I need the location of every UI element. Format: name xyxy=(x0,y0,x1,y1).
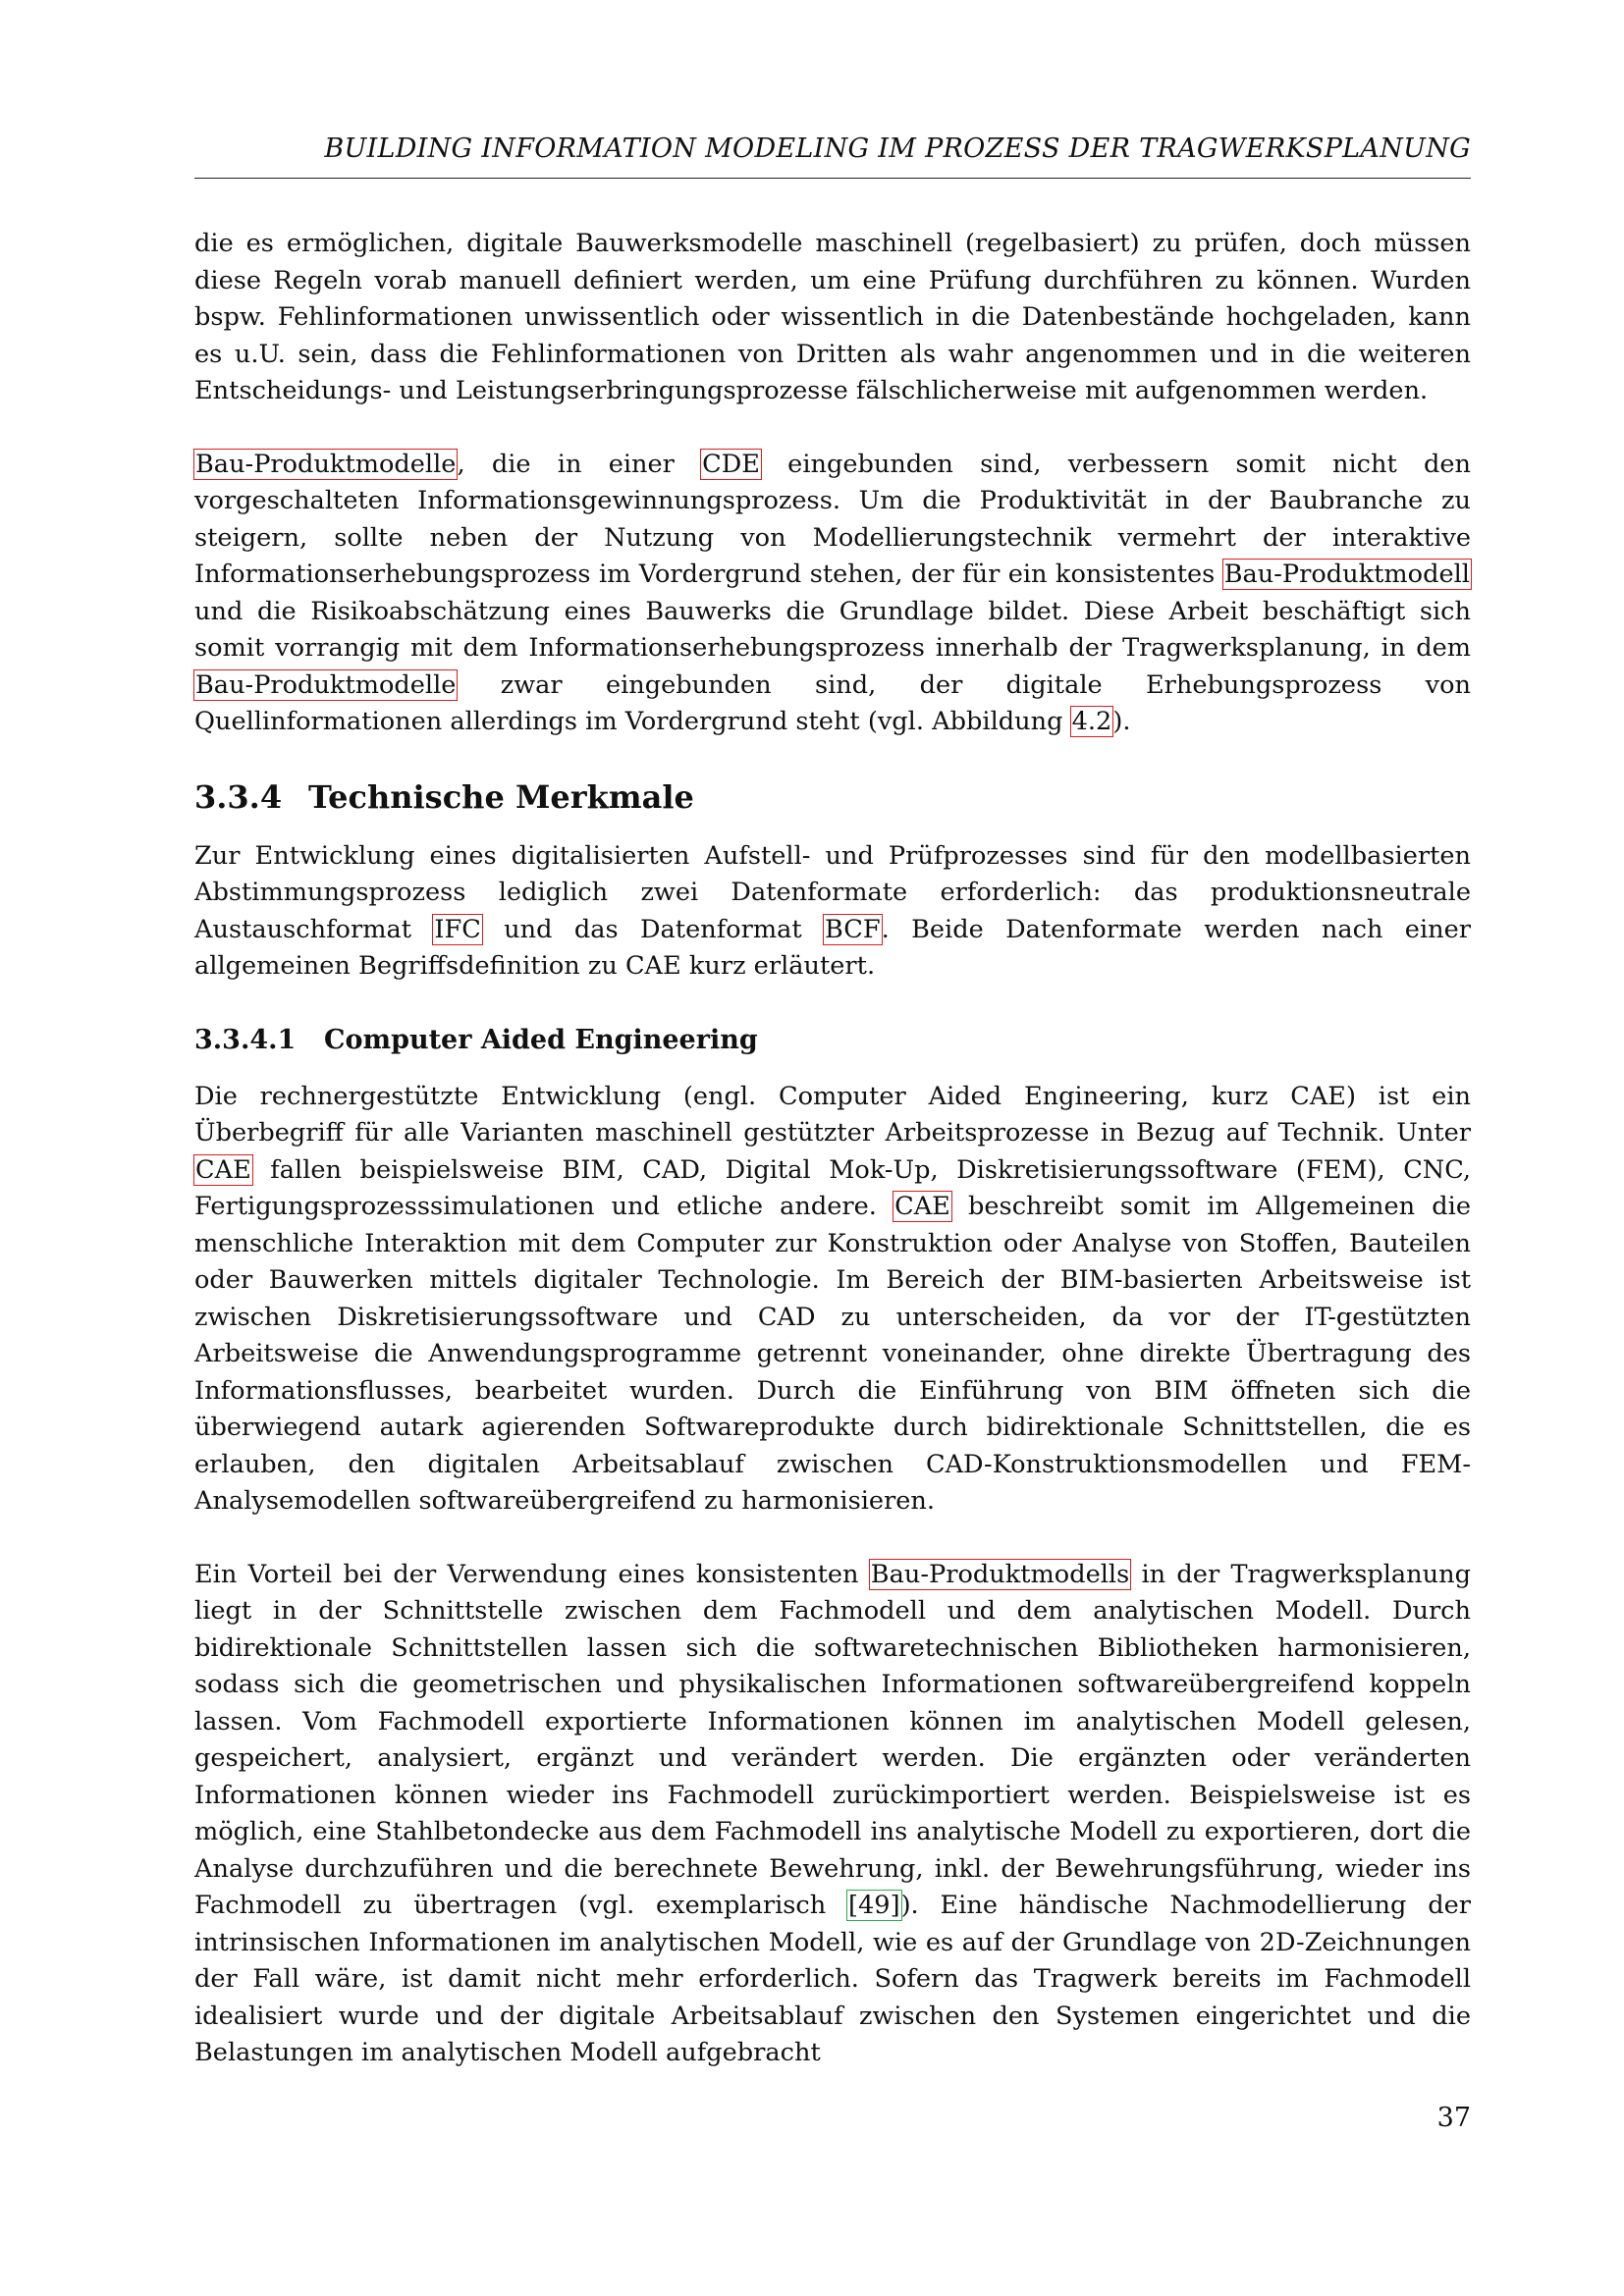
paragraph-4 xyxy=(194,1079,1471,1521)
paragraph-3 xyxy=(194,838,1471,986)
glossary-link-bau-produktmodells[interactable]: Bau-Produktmodells xyxy=(870,1559,1130,1589)
glossary-link-bau-produktmodelle-2[interactable]: Bau-Produktmodelle xyxy=(195,669,457,700)
paragraph-text: eingebunden sind, verbessern somit nicht den vorgeschalteten Informationsgewinnungsprozess. Um die Produktivität in der Baubranche zu steigern, sollte neben der Nutzung von Modellierungstechnik vermehrt der interaktive Informationserhebungsprozess im Vordergrund stehen, der für ein konsistentes xyxy=(194,449,1471,589)
paragraph-text: . Beide Datenformate werden nach einer allgemeinen Begriffsdefinition zu CAE kurz erläutert. xyxy=(194,914,1471,981)
section-number: 3.3.4 xyxy=(194,777,283,816)
body-text xyxy=(194,226,1471,2109)
page-number: 37 xyxy=(1436,2103,1471,2133)
glossary-link-cde[interactable]: CDE xyxy=(702,449,760,479)
glossary-link-bau-produktmodelle[interactable]: Bau-Produktmodelle xyxy=(195,449,457,479)
paragraph-text: zwar eingebunden sind, der digitale Erhebungsprozess von Quellinformationen allerdings im Vordergrund steht (vgl. Abbildung xyxy=(194,669,1471,736)
paragraph-text: die es ermöglichen, digitale Bauwerksmodelle maschinell (regelbasiert) zu prüfen, doch müssen diese Regeln vorab manuell definiert werden, um eine Prüfung durchführen zu können. Wurden bspw. Fehlinformationen unwissentlich oder wissentlich in die Datenbestände hochgeladen, kann es u.U. sein, dass die Fehlinformationen von Dritten als wahr angenommen und in die weiteren Entscheidungs- und Leistungserbringungsprozesse fälschlicherweise mit aufgenommen werden. xyxy=(194,229,1471,405)
running-header: BUILDING INFORMATION MODELING IM PROZESS DER TRAGWERKSPLANUNG xyxy=(324,133,1471,164)
paragraph-text: und die Risikoabschätzung eines Bauwerks die Grundlage bildet. Diese Arbeit beschäftigt sich somit vorrangig mit dem Informationserhebungsprozess innerhalb der Tragwerksplanung, in dem xyxy=(194,596,1471,663)
figure-link-4-2[interactable]: 4.2 xyxy=(1071,707,1112,736)
paragraph-2 xyxy=(194,447,1471,741)
glossary-link-ifc[interactable]: IFC xyxy=(434,914,481,944)
paragraph-text: fallen beispielsweise BIM, CAD, Digital Mok-Up, Diskretisierungssoftware (FEM), CNC, Fertigungsprozesssimulationen und etliche andere. xyxy=(194,1154,1471,1221)
glossary-link-bau-produktmodell[interactable]: Bau-Produktmodell xyxy=(1223,560,1470,589)
header-rule xyxy=(194,178,1471,179)
glossary-link-bcf[interactable]: BCF xyxy=(824,914,881,944)
subsection-number: 3.3.4.1 xyxy=(194,1024,297,1055)
section-heading xyxy=(194,777,1471,817)
paragraph-text: ). Eine händische Nachmodellierung der intrinsischen Informationen im analytischen Modell, wie es auf der Grundlage von 2D-Zeichnungen der Fall wäre, ist damit nicht mehr erforderlich. Sofern das Tragwerk bereits im Fachmodell idealisiert wurde und der digitale Arbeitsablauf zwischen den Systemen eingerichtet und die Belastungen im analytischen Modell aufgebracht xyxy=(194,1891,1471,2067)
subsection-title: Computer Aided Engineering xyxy=(324,1024,758,1055)
paragraph-text: Zur Entwicklung eines digitalisierten Aufstell- und Prüfprozesses sind für den modellbasierten Abstimmungsprozess lediglich zwei Datenformate erforderlich: das produktionsneutrale Austauschformat xyxy=(194,840,1471,944)
paragraph-text: beschreibt somit im Allgemeinen die menschliche Interaktion mit dem Computer zur Konstruktion oder Analyse von Stoffen, Bauteilen oder Bauwerken mittels digitaler Technologie. Im Bereich der BIM-basierten Arbeitsweise ist zwischen Diskretisierungssoftware und CAD zu unterscheiden, da vor der IT-gestützten Arbeitsweise die Anwendungsprogramme getrennt voneinander, ohne direkte Übertragung des Informationsflusses, bearbeitet wurden. Durch die Einführung von BIM öffneten sich die überwiegend autark agierenden Softwareprodukte durch bidirektionale Schnittstellen, die es erlauben, den digitalen Arbeitsablauf zwischen CAD-Konstruktionsmodellen und FEM-Analysemodellen softwareübergreifend zu harmonisieren. xyxy=(194,1192,1471,1516)
glossary-link-cae[interactable]: CAE xyxy=(195,1154,251,1185)
glossary-link-cae-2[interactable]: CAE xyxy=(894,1192,950,1221)
paragraph-1 xyxy=(194,226,1471,410)
paragraph-text: und das Datenformat xyxy=(481,914,824,944)
subsection-heading xyxy=(194,1022,1471,1059)
paragraph-text: ). xyxy=(1112,707,1131,736)
section-title: Technische Merkmale xyxy=(308,777,694,816)
paragraph-text: in der Tragwerksplanung liegt in der Schnittstelle zwischen dem Fachmodell und dem analytischen Modell. Durch bidirektionale Schnittstellen lassen sich die softwaretechnischen Bibliotheken harmonisieren, sodass sich die geometrischen und physikalischen Informationen softwareübergreifend koppeln lassen. Vom Fachmodell exportierte Informationen können im analytischen Modell gelesen, gespeichert, analysiert, ergänzt und verändert werden. Die ergänzten oder veränderten Informationen können wieder ins Fachmodell zurückimportiert werden. Beispielsweise ist es möglich, eine Stahlbetondecke aus dem Fachmodell ins analytische Modell zu exportieren, dort die Analyse durchzuführen und die berechnete Bewehrung, inkl. der Bewehrungsführung, wieder ins Fachmodell zu übertragen (vgl. exemplarisch xyxy=(194,1559,1471,1920)
citation-link-49[interactable]: [49] xyxy=(848,1891,900,1920)
paragraph-5 xyxy=(194,1557,1471,2072)
paragraph-text: Die rechnergestützte Entwicklung (engl. Computer Aided Engineering, kurz CAE) ist ein Überbegriff für alle Varianten maschinell gestützter Arbeitsprozesse in Bezug auf Technik. Unter xyxy=(194,1081,1471,1148)
paragraph-text: , die in einer xyxy=(457,449,702,479)
paragraph-text: Ein Vorteil bei der Verwendung eines konsistenten xyxy=(194,1559,870,1589)
